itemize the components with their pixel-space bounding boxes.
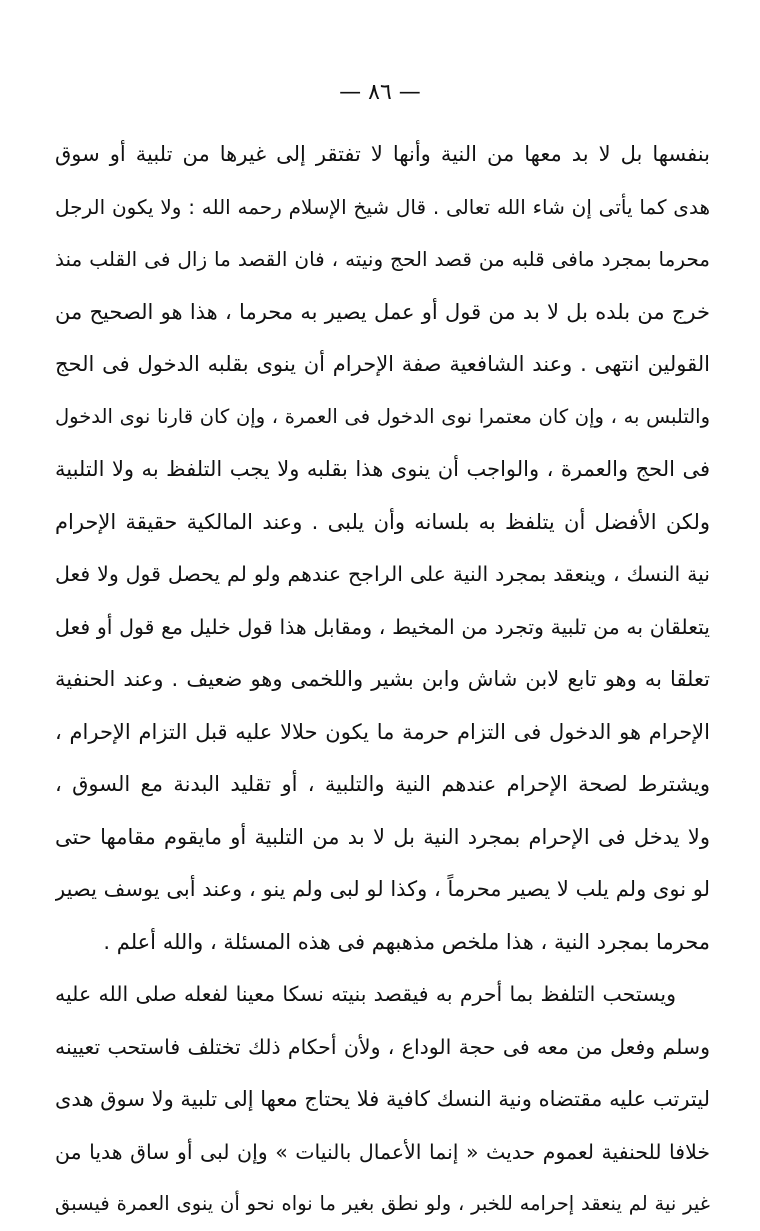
page-number: — ٨٦ — — [339, 80, 421, 105]
text-line: محرما بمجرد النية ، هذا ملخص مذهبهم فى هذه المسئلة ، والله أعلم . — [103, 929, 710, 954]
text-line: تعلقا به وهو تابع لابن شاش وابن بشير واللخمى وهو ضعيف . وعند الحنفية — [55, 667, 710, 691]
text-line: بنفسها بل لا بد معها من النية وأنها لا تفتقر إلى غيرها من تلبية أو سوق — [55, 142, 710, 166]
text-line: خرج من بلده بل لا بد من قول أو عمل يصير به محرما ، هذا هو الصحيح من — [55, 299, 710, 324]
text-line: الإحرام هو الدخول فى التزام حرمة ما يكون حلالا عليه قبل التزام الإحرام ، — [55, 719, 710, 744]
body-text — [55, 128, 710, 1231]
text-line: ولا يدخل فى الإحرام بمجرد النية بل لا بد من التلبية أو مايقوم مقامها حتى — [55, 824, 710, 849]
text-line: والتلبس به ، وإن كان معتمرا نوى الدخول فى العمرة ، وإن كان قارنا نوى الدخول — [55, 404, 710, 428]
text-line: غير نية لم ينعقد إحرامه للخبر ، ولو نطق بغير ما نواه نحو أن ينوى العمرة فيسبق — [55, 1192, 710, 1215]
text-line: ويستحب التلفظ بما أحرم به فيقصد بنيته نسكا معينا لفعله صلى الله عليه — [55, 982, 676, 1006]
text-line: ليترتب عليه مقتضاه ونية النسك كافية فلا يحتاج معها إلى تلبية ولا سوق هدى — [55, 1087, 710, 1111]
text-line: ولكن الأفضل أن يتلفظ به بلسانه وأن يلبى . وعند المالكية حقيقة الإحرام — [55, 509, 710, 534]
text-line: نية النسك ، وينعقد بمجرد النية على الراجح عندهم ولو لم يحصل قول ولا فعل — [55, 562, 710, 586]
text-line: ويشترط لصحة الإحرام عندهم النية والتلبية ، أو تقليد البدنة مع السوق ، — [55, 772, 710, 796]
text-line: لو نوى ولم يلب لا يصير محرماً ، وكذا لو لبى ولم ينو ، وعند أبى يوسف يصير — [55, 877, 710, 901]
text-line: يتعلقان به من تلبية وتجرد من المخيط ، ومقابل هذا قول خليل مع قول أو فعل — [55, 614, 710, 639]
text-line: خلافا للحنفية لعموم حديث « إنما الأعمال بالنيات » وإن لبى أو ساق هديا من — [55, 1139, 710, 1164]
text-line: القولين انتهى . وعند الشافعية صفة الإحرام أن ينوى بقلبه الدخول فى الحج — [55, 352, 710, 376]
text-line: محرما بمجرد مافى قلبه من قصد الحج ونيته ، فان القصد ما زال فى القلب منذ — [55, 247, 710, 271]
text-line: هدى كما يأتى إن شاء الله تعالى . قال شيخ الإسلام رحمه الله : ولا يكون الرجل — [55, 194, 710, 219]
text-line: وسلم وفعل من معه فى حجة الوداع ، ولأن أحكام ذلك تختلف فاستحب تعيينه — [55, 1034, 710, 1059]
text-line: فى الحج والعمرة ، والواجب أن ينوى هذا بقلبه ولا يجب التلفظ به ولا التلبية — [55, 457, 710, 481]
